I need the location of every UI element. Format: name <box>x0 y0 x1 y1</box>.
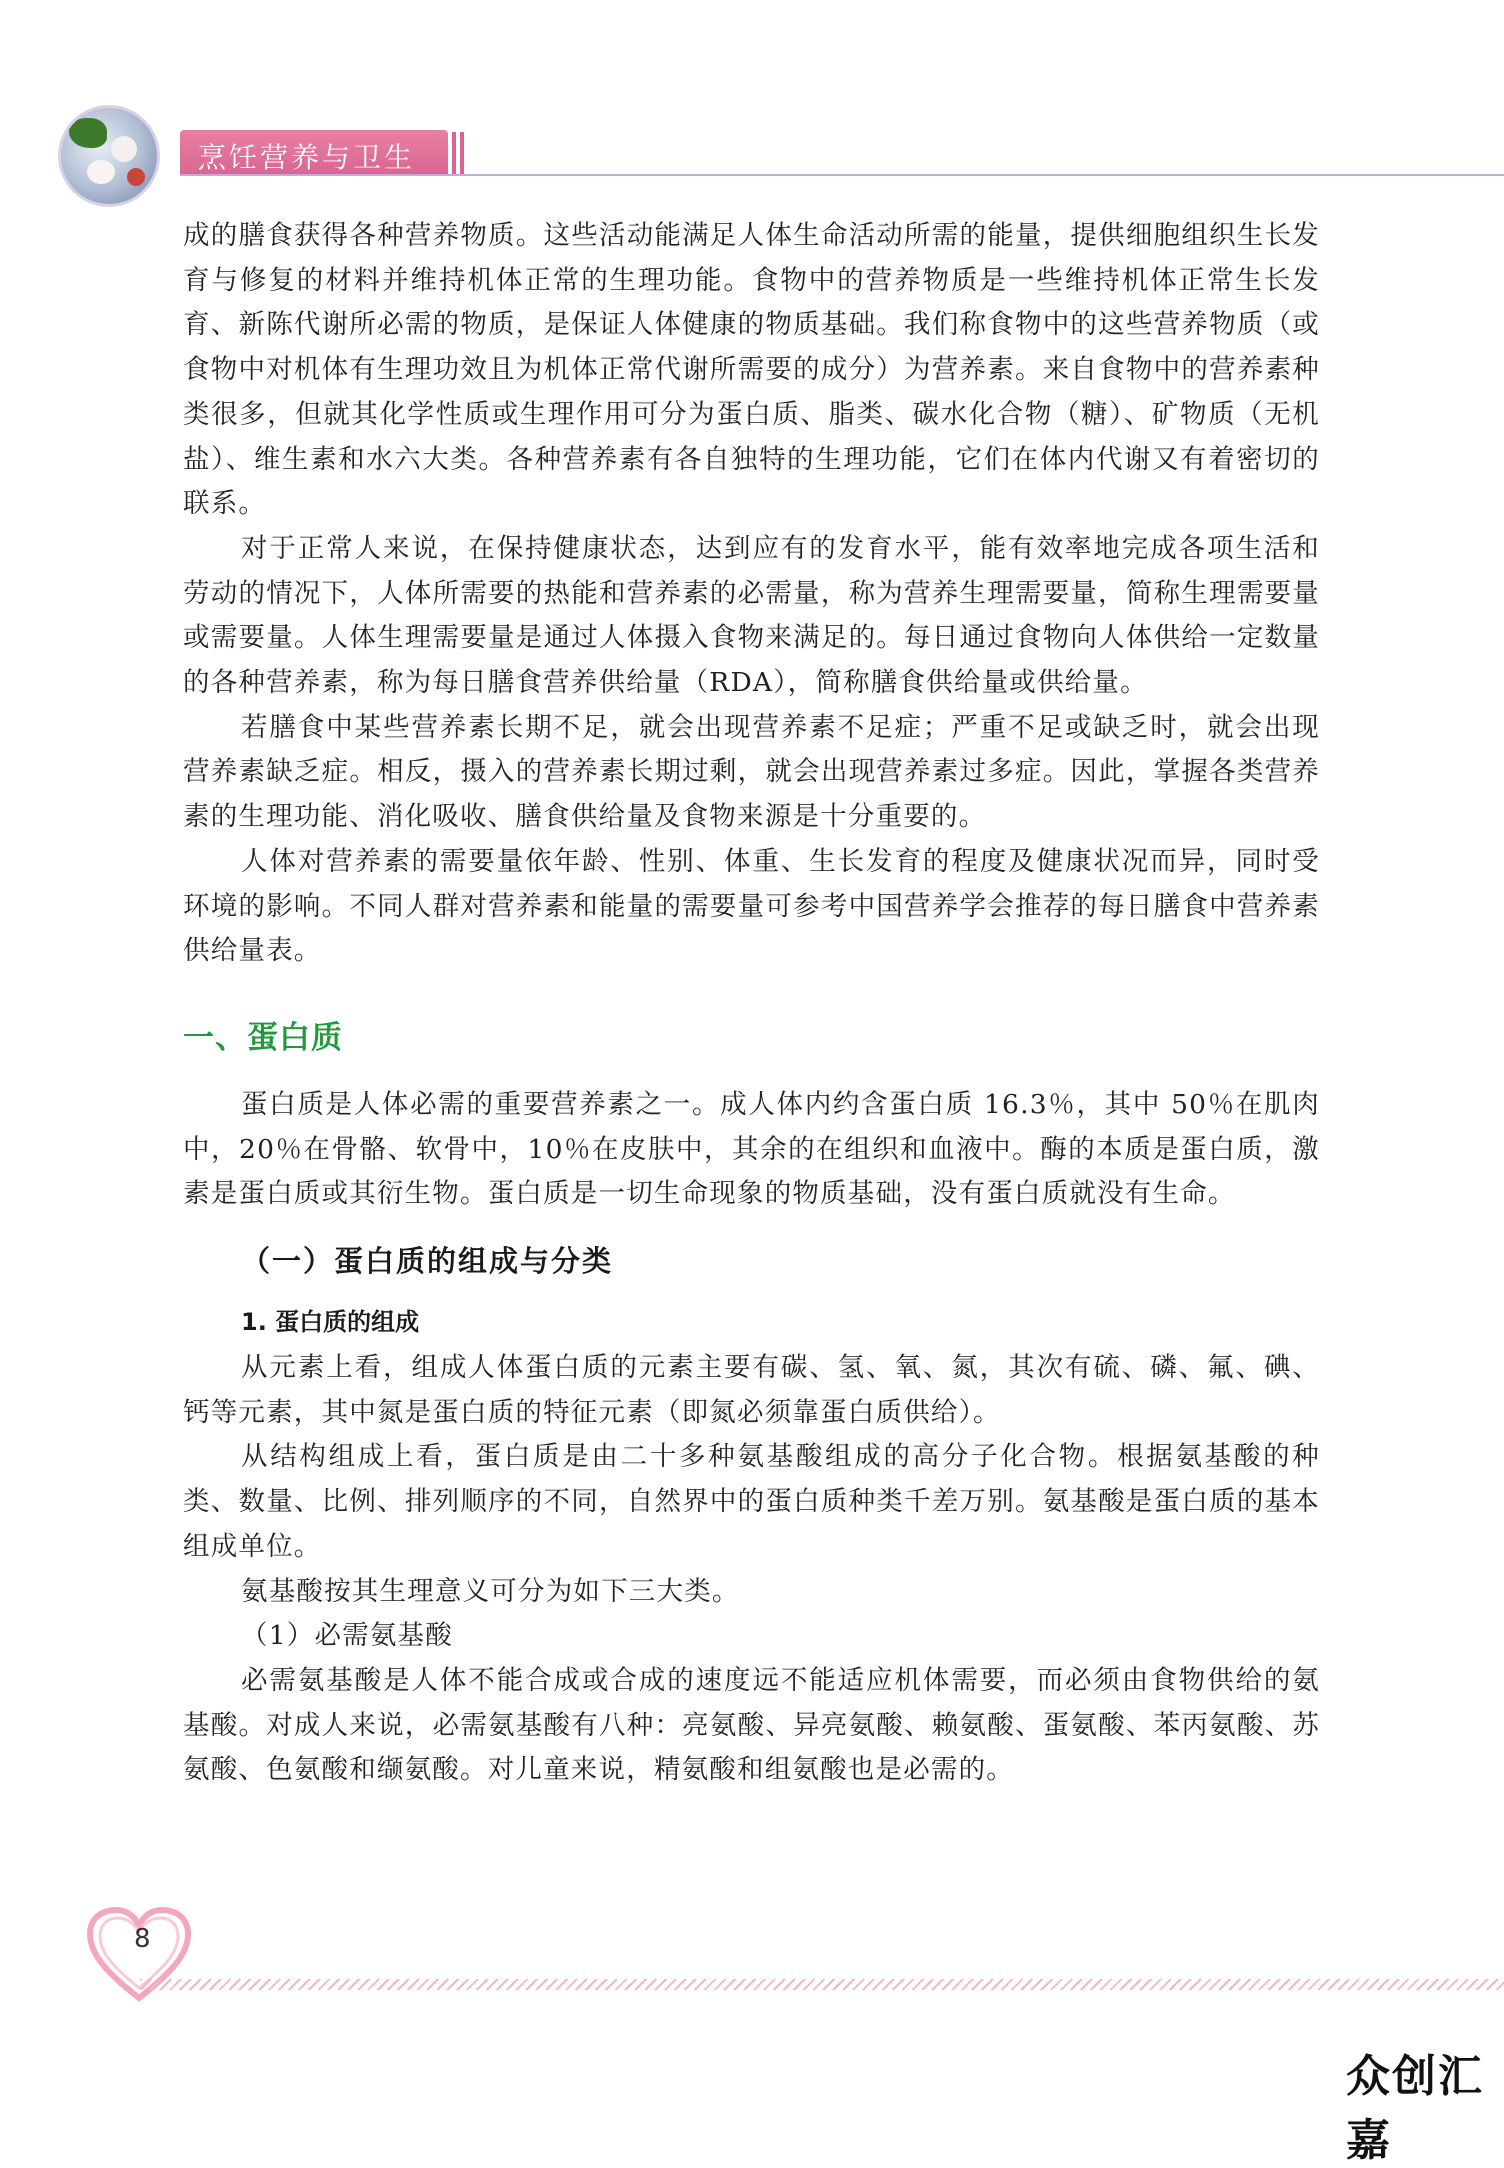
page-footer <box>0 1880 1504 2094</box>
vegetable-logo-icon <box>58 105 160 207</box>
paragraph: 从结构组成上看，蛋白质是由二十多种氨基酸组成的高分子化合物。根据氨基酸的种类、数量、比例、排列顺序的不同，自然界中的蛋白质种类千差万别。氨基酸是蛋白质的基本组成单位。 <box>183 1441 1320 1562</box>
paragraph: 若膳食中某些营养素长期不足，就会出现营养素不足症；严重不足或缺乏时，就会出现营养素缺乏症。相反，摄入的营养素长期过剩，就会出现营养素过多症。因此，掌握各类营养素的生理功能、消化吸收、膳食供给量及食物来源是十分重要的。 <box>183 711 1320 833</box>
watermark: 众创汇嘉 <box>1346 2051 1484 2166</box>
paragraph: 从元素上看，组成人体蛋白质的元素主要有碳、氢、氧、氮，其次有硫、磷、氟、碘、钙等元素，其中氮是蛋白质的特征元素（即氮必须靠蛋白质供给）。 <box>183 1352 1320 1428</box>
section-heading: 一、蛋白质 <box>183 1019 343 1056</box>
paragraph: 人体对营养素的需要量依年龄、性别、体重、生长发育的程度及健康状况而异，同时受环境的影响。不同人群对营养素和能量的需要量可参考中国营养学会推荐的每日膳食中营养素供给量表。 <box>183 845 1320 967</box>
header-rule <box>180 174 1504 176</box>
subsubsection-heading: 1. 蛋白质的组成 <box>241 1308 420 1337</box>
tab-bar-decoration <box>452 132 456 176</box>
book-title-tab <box>180 130 448 176</box>
footer-stripe-decoration <box>140 1979 1504 1990</box>
subsection-heading: （一）蛋白质的组成与分类 <box>241 1244 614 1279</box>
paragraph: 必需氨基酸是人体不能合成或合成的速度远不能适应机体需要，而必须由食物供给的氨基酸。对成人来说，必需氨基酸有八种：亮氨酸、异亮氨酸、赖氨酸、蛋氨酸、苯丙氨酸、苏氨酸、色氨酸和缬氨酸。对儿童来说，精氨酸和组氨酸也是必需的。 <box>183 1664 1320 1786</box>
paragraph: 氨基酸按其生理意义可分为如下三大类。 <box>241 1575 740 1607</box>
page-number: 8 <box>134 1924 151 1954</box>
paragraph: 成的膳食获得各种营养物质。这些活动能满足人体生命活动所需的能量，提供细胞组织生长发育与修复的材料并维持机体正常的生理功能。食物中的营养物质是一些维持机体正常生长发育、新陈代谢所必需的物质，是保证人体健康的物质基础。我们称食物中的这些营养物质（或食物中对机体有生理功效且为机体正常代谢所需要的成分）为营养素。来自食物中的营养素种类很多，但就其化学性质或生理作用可分为蛋白质、脂类、碳水化合物（糖）、矿物质（无机盐）、维生素和水六大类。各种营养素有各自独特的生理功能，它们在体内代谢又有着密切的联系。 <box>183 220 1320 520</box>
tab-bar-decoration <box>460 132 464 176</box>
book-title: 烹饪营养与卫生 <box>198 141 416 174</box>
list-item-heading: （1）必需氨基酸 <box>241 1620 453 1652</box>
page-body <box>183 214 1320 1793</box>
page-header <box>0 0 1504 220</box>
paragraph: 蛋白质是人体必需的重要营养素之一。成人体内约含蛋白质 16.3％，其中 50％在肌肉中，20％在骨骼、软骨中，10％在皮肤中，其余的在组织和血液中。酶的本质是蛋白质，激素是蛋白质或其衍生物。蛋白质是一切生命现象的物质基础，没有蛋白质就没有生命。 <box>183 1088 1320 1210</box>
paragraph: 对于正常人来说，在保持健康状态，达到应有的发育水平，能有效率地完成各项生活和劳动的情况下，人体所需要的热能和营养素的必需量，称为营养生理需要量，简称生理需要量或需要量。人体生理需要量是通过人体摄入食物来满足的。每日通过食物向人体供给一定数量的各种营养素，称为每日膳食营养供给量（RDA），简称膳食供给量或供给量。 <box>183 532 1320 699</box>
